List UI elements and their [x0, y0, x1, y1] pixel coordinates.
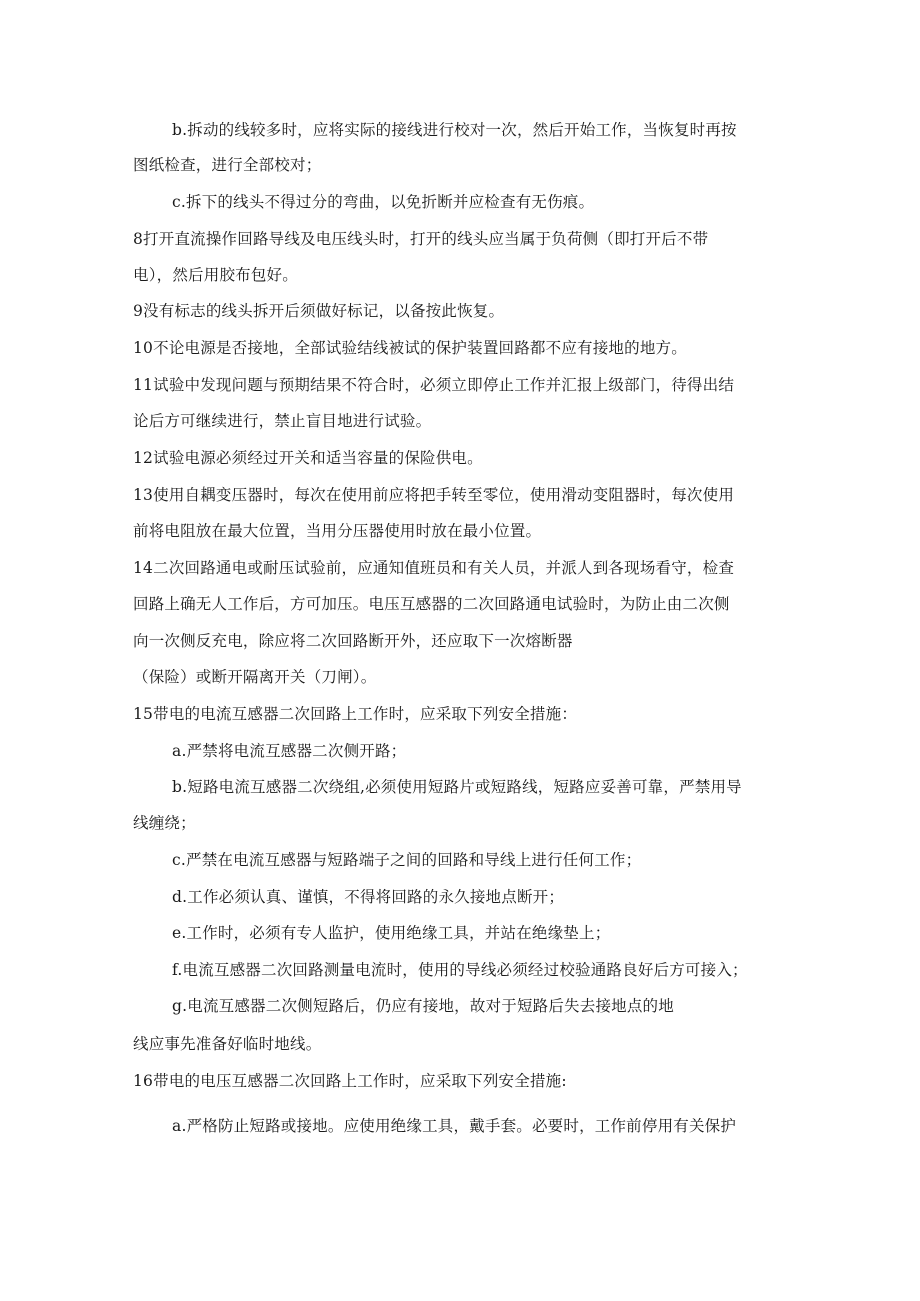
- text-line: b.拆动的线较多时，应将实际的接线进行校对一次，然后开始工作，当恢复时再按: [172, 121, 737, 139]
- text-line: 14二次回路通电或耐压试验前，应通知值班员和有关人员，并派人到各现场看守，检查: [133, 559, 735, 577]
- text-line: 12试验电源必须经过开关和适当容量的保险供电。: [133, 449, 483, 467]
- text-line: 15带电的电流互感器二次回路上工作时，应采取下列安全措施：: [133, 705, 578, 723]
- text-line: c.严禁在电流互感器与短路端子之间的回路和导线上进行任何工作；: [172, 851, 642, 869]
- text-line: 8打开直流操作回路导线及电压线头时，打开的线头应当属于负荷侧（即打开后不带: [133, 230, 709, 248]
- text-line: 电），然后用胶布包好。: [133, 266, 298, 284]
- text-line: d.工作必须认真、谨慎，不得将回路的永久接地点断开；: [172, 888, 565, 906]
- text-line: e.工作时，必须有专人监护，使用绝缘工具，并站在绝缘垫上；: [172, 924, 611, 942]
- text-line: f.电流互感器二次回路测量电流时，使用的导线必须经过校验通路良好后方可接入；: [172, 961, 748, 979]
- text-line: 9没有标志的线头拆开后须做好标记，以备按此恢复。: [133, 302, 505, 320]
- text-line: 前将电阻放在最大位置，当用分压器使用时放在最小位置。: [133, 522, 542, 540]
- text-line: 回路上确无人工作后，方可加压。电压互感器的二次回路通电试验时，为防止由二次侧: [133, 595, 730, 613]
- text-line: b.短路电流互感器二次绕组,必须使用短路片或短路线，短路应妥善可靠，严禁用导: [172, 778, 742, 796]
- text-line: g.电流互感器二次侧短路后，仍应有接地，故对于短路后失去接地点的地: [172, 997, 674, 1015]
- text-line: 线应事先准备好临时地线。: [133, 1035, 322, 1053]
- text-line: 10不论电源是否接地，全部试验结线被试的保护装置回路都不应有接地的地方。: [133, 339, 687, 357]
- text-line: 线缠绕；: [133, 814, 196, 832]
- text-line: 向一次侧反充电，除应将二次回路断开外，还应取下一次熔断器: [133, 632, 573, 650]
- text-line: c.拆下的线头不得过分的弯曲，以免折断并应检查有无伤痕。: [172, 193, 595, 211]
- text-line: 论后方可继续进行，禁止盲目地进行试验。: [133, 412, 432, 430]
- text-line: 13使用自耦变压器时，每次在使用前应将把手转至零位，使用滑动变阻器时，每次使用: [133, 486, 735, 504]
- text-line: a.严禁将电流互感器二次侧开路；: [172, 742, 407, 760]
- text-line: （保险）或断开隔离开关（刀闸）。: [133, 668, 377, 686]
- text-line: 图纸检查，进行全部校对；: [133, 156, 322, 174]
- text-line: 16带电的电压互感器二次回路上工作时，应采取下列安全措施:: [133, 1072, 567, 1090]
- text-line: 11试验中发现问题与预期结果不符合时，必须立即停止工作并汇报上级部门，待得出结: [133, 376, 735, 394]
- text-line: a.严格防止短路或接地。应使用绝缘工具，戴手套。必要时，工作前停用有关保护: [172, 1117, 737, 1135]
